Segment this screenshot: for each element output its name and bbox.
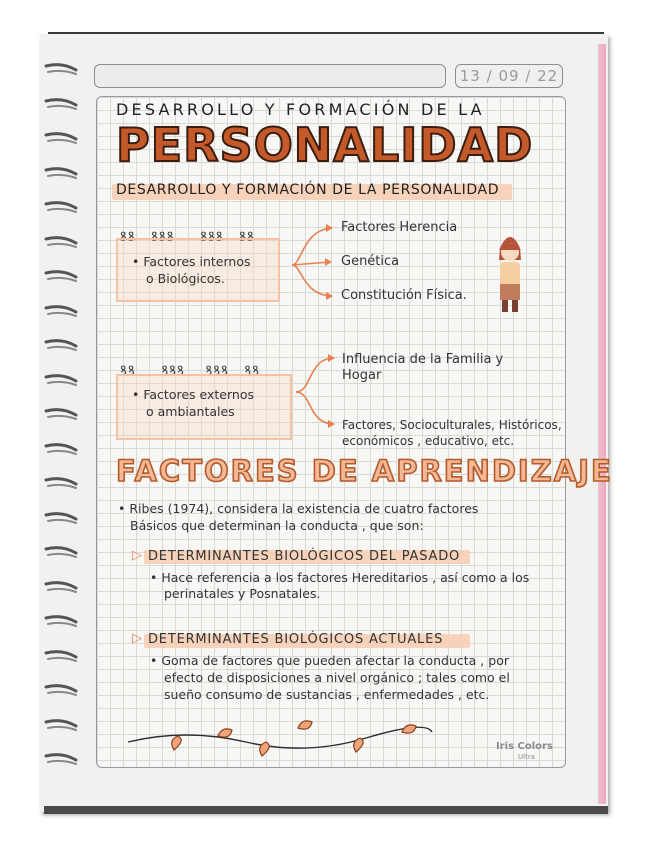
external-branch-arrows — [290, 352, 340, 432]
leaf-vine-decoration — [126, 708, 436, 764]
spiral-ring — [44, 612, 80, 632]
girl-illustration — [490, 226, 530, 318]
spiral-ring — [44, 60, 80, 80]
section-title: FACTORES DE APRENDIZAJE — [116, 454, 613, 488]
subhead-pasado: DETERMINANTES BIOLÓGICOS DEL PASADO — [148, 549, 461, 564]
box-binding-marks-2: ꝸꝸ ꝸꝸꝸ ꝸꝸꝸ ꝸꝸ — [120, 364, 260, 379]
spiral-ring — [44, 647, 80, 667]
intro-line-1: • Ribes (1974), considera la existencia de cuatro factores — [118, 501, 479, 516]
spiral-ring — [44, 129, 80, 149]
external-item-familia: Influencia de la Familia y — [342, 352, 504, 367]
date-field: 13 / 09 / 22 — [455, 64, 563, 88]
internal-item-genetica: Genética — [341, 254, 400, 269]
spiral-ring — [44, 509, 80, 529]
external-item-socioculturales: Factores, Socioculturales, Históricos, — [342, 418, 562, 432]
spiral-ring — [44, 198, 80, 218]
spiral-ring — [44, 233, 80, 253]
external-factors-sublabel: o ambiantales — [146, 404, 235, 419]
page-bottom-edge — [44, 806, 608, 814]
spiral-ring — [44, 267, 80, 287]
title-line-1: DESARROLLO Y FORMACIÓN DE LA — [116, 100, 485, 119]
page-title: PERSONALIDAD — [116, 118, 534, 172]
spiral-ring — [44, 95, 80, 115]
spiral-ring — [44, 164, 80, 184]
subtitle: DESARROLLO Y FORMACIÓN DE LA PERSONALIDAD — [116, 182, 500, 198]
notebook-cover-edge — [598, 44, 606, 804]
header-blank-box — [94, 64, 446, 88]
spiral-ring — [44, 474, 80, 494]
internal-factors-label: • Factores internos — [132, 254, 251, 269]
external-item-socioculturales-2: económicos , educativo, etc. — [342, 434, 515, 448]
spiral-binding — [44, 60, 84, 800]
subhead-actuales: DETERMINANTES BIOLÓGICOS ACTUALES — [148, 632, 444, 647]
actuales-line-3: sueño consumo de sustancias , enfermedades , etc. — [164, 687, 490, 702]
brand-logo — [496, 742, 553, 762]
external-factors-label: • Factores externos — [132, 387, 254, 402]
spiral-ring — [44, 440, 80, 460]
spiral-ring — [44, 578, 80, 598]
box-binding-marks: ꝸꝸ ꝸꝸꝸ ꝸꝸꝸ ꝸꝸ — [120, 230, 255, 245]
spiral-ring — [44, 543, 80, 563]
actuales-line-1: • Goma de factores que pueden afectar la conducta , por — [150, 653, 509, 668]
actuales-line-2: efecto de disposiciones a nivel orgánico ; tales como el — [164, 670, 510, 685]
triangle-icon: ▷ — [132, 548, 142, 563]
spiral-ring — [44, 750, 80, 770]
triangle-icon: ▷ — [132, 631, 142, 646]
pasado-bullet-1: • Hace referencia a los factores Hereditarios , así como a los — [150, 570, 530, 585]
internal-item-herencia: Factores Herencia — [341, 220, 458, 235]
spiral-ring — [44, 405, 80, 425]
intro-line-2: Básicos que determinan la conducta , que son: — [130, 518, 424, 533]
spiral-ring — [44, 681, 80, 701]
internal-item-constitucion: Constitución Física. — [341, 288, 467, 303]
brand-name: Iris Colors — [496, 741, 553, 752]
brand-sub: Ultra — [518, 753, 535, 761]
internal-branch-arrows — [282, 220, 342, 310]
spiral-ring — [44, 302, 80, 322]
spiral-ring — [44, 371, 80, 391]
pasado-bullet-1-cont: perinatales y Posnatales. — [164, 586, 321, 601]
internal-factors-sublabel: o Biológicos. — [146, 271, 225, 286]
spiral-ring — [44, 716, 80, 736]
spiral-ring — [44, 336, 80, 356]
external-item-familia-2: Hogar — [342, 368, 382, 383]
